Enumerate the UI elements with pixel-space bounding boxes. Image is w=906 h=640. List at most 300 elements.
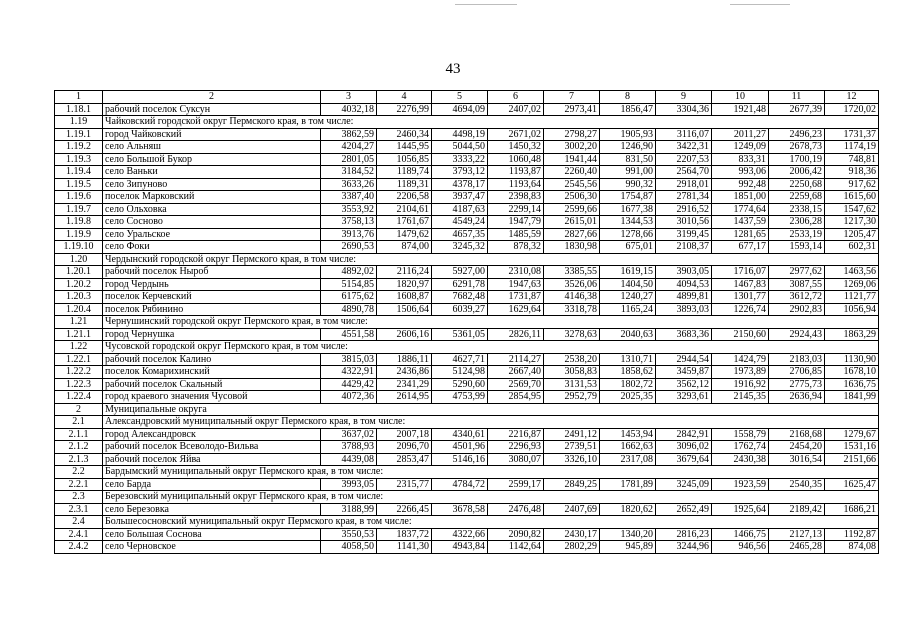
value-cell: 2491,12 bbox=[544, 428, 600, 441]
value-cell: 833,31 bbox=[712, 153, 769, 166]
value-cell: 1619,15 bbox=[600, 266, 656, 279]
value-cell: 1281,65 bbox=[712, 228, 769, 241]
value-cell: 1056,94 bbox=[825, 303, 879, 316]
settlement-name: село Ольховка bbox=[103, 203, 321, 216]
value-cell: 990,32 bbox=[600, 178, 656, 191]
column-number-header: 2 bbox=[103, 91, 321, 104]
value-cell: 2090,82 bbox=[488, 528, 544, 541]
value-cell: 1856,47 bbox=[600, 103, 656, 116]
value-cell: 3245,32 bbox=[432, 241, 488, 254]
value-cell: 2916,52 bbox=[656, 203, 712, 216]
value-cell: 2798,27 bbox=[544, 128, 600, 141]
value-cell: 4549,24 bbox=[432, 216, 488, 229]
table-row bbox=[55, 178, 879, 191]
scan-edge-mark-right bbox=[730, 4, 790, 5]
row-code: 1.19.10 bbox=[55, 241, 103, 254]
settlement-name: город Александровск bbox=[103, 428, 321, 441]
value-cell: 2599,66 bbox=[544, 203, 600, 216]
value-cell: 2310,08 bbox=[488, 266, 544, 279]
row-code: 2.1.2 bbox=[55, 441, 103, 454]
value-cell: 1820,97 bbox=[377, 278, 432, 291]
value-cell: 3087,55 bbox=[769, 278, 825, 291]
row-code: 1.22.1 bbox=[55, 353, 103, 366]
row-code: 1.22.4 bbox=[55, 391, 103, 404]
value-cell: 1941,44 bbox=[544, 153, 600, 166]
value-cell: 2569,70 bbox=[488, 378, 544, 391]
group-row bbox=[55, 416, 879, 429]
value-cell: 2430,38 bbox=[712, 453, 769, 466]
value-cell: 1716,07 bbox=[712, 266, 769, 279]
value-cell: 2677,39 bbox=[769, 103, 825, 116]
group-title: Чусовской городской округ Пермского края, в том числе: bbox=[103, 341, 879, 354]
value-cell: 2781,34 bbox=[656, 191, 712, 204]
settlement-name: рабочий поселок Суксун bbox=[103, 103, 321, 116]
row-code: 1.19.3 bbox=[55, 153, 103, 166]
value-cell: 1731,87 bbox=[488, 291, 544, 304]
column-number-header: 1 bbox=[55, 91, 103, 104]
settlement-name: село Березовка bbox=[103, 503, 321, 516]
value-cell: 2338,15 bbox=[769, 203, 825, 216]
value-cell: 918,36 bbox=[825, 166, 879, 179]
value-cell: 1947,79 bbox=[488, 216, 544, 229]
value-cell: 2739,51 bbox=[544, 441, 600, 454]
row-code: 1.20.3 bbox=[55, 291, 103, 304]
table-row bbox=[55, 128, 879, 141]
value-cell: 3637,02 bbox=[321, 428, 377, 441]
group-title: Чайковский городской округ Пермского края, в том числе: bbox=[103, 116, 879, 129]
value-cell: 1246,90 bbox=[600, 141, 656, 154]
value-cell: 3116,07 bbox=[656, 128, 712, 141]
value-cell: 3131,53 bbox=[544, 378, 600, 391]
value-cell: 3815,03 bbox=[321, 353, 377, 366]
value-cell: 1923,59 bbox=[712, 478, 769, 491]
value-cell: 1863,29 bbox=[825, 328, 879, 341]
value-cell: 2183,03 bbox=[769, 353, 825, 366]
settlement-name: рабочий поселок Всеволодо-Вильва bbox=[103, 441, 321, 454]
value-cell: 2918,01 bbox=[656, 178, 712, 191]
value-cell: 602,31 bbox=[825, 241, 879, 254]
value-cell: 1830,98 bbox=[544, 241, 600, 254]
value-cell: 2977,62 bbox=[769, 266, 825, 279]
value-cell: 3422,31 bbox=[656, 141, 712, 154]
row-code: 1.20 bbox=[55, 253, 103, 266]
value-cell: 3562,12 bbox=[656, 378, 712, 391]
value-cell: 2266,45 bbox=[377, 503, 432, 516]
value-cell: 1340,20 bbox=[600, 528, 656, 541]
value-cell: 1558,79 bbox=[712, 428, 769, 441]
value-cell: 1762,74 bbox=[712, 441, 769, 454]
value-cell: 3385,55 bbox=[544, 266, 600, 279]
value-cell: 2545,56 bbox=[544, 178, 600, 191]
value-cell: 4204,27 bbox=[321, 141, 377, 154]
value-cell: 2150,60 bbox=[712, 328, 769, 341]
table-row bbox=[55, 103, 879, 116]
value-cell: 2317,08 bbox=[600, 453, 656, 466]
value-cell: 1121,77 bbox=[825, 291, 879, 304]
page-number: 43 bbox=[445, 61, 461, 77]
value-cell: 2606,16 bbox=[377, 328, 432, 341]
value-cell: 1466,75 bbox=[712, 528, 769, 541]
table-header-row bbox=[55, 91, 879, 104]
value-cell: 1279,67 bbox=[825, 428, 879, 441]
table-row bbox=[55, 503, 879, 516]
value-cell: 2615,01 bbox=[544, 216, 600, 229]
settlement-name: город Чайковский bbox=[103, 128, 321, 141]
value-cell: 3678,58 bbox=[432, 503, 488, 516]
value-cell: 3679,64 bbox=[656, 453, 712, 466]
value-cell: 2260,40 bbox=[544, 166, 600, 179]
value-cell: 992,48 bbox=[712, 178, 769, 191]
settlement-name: поселок Керчевский bbox=[103, 291, 321, 304]
value-cell: 1205,47 bbox=[825, 228, 879, 241]
row-code: 2.4 bbox=[55, 516, 103, 529]
value-cell: 2902,83 bbox=[769, 303, 825, 316]
value-cell: 2007,18 bbox=[377, 428, 432, 441]
value-cell: 1608,87 bbox=[377, 291, 432, 304]
value-cell: 4146,38 bbox=[544, 291, 600, 304]
value-cell: 3913,76 bbox=[321, 228, 377, 241]
value-cell: 2116,24 bbox=[377, 266, 432, 279]
row-code: 1.22.3 bbox=[55, 378, 103, 391]
value-cell: 1841,99 bbox=[825, 391, 879, 404]
settlement-name: село Черновское bbox=[103, 541, 321, 554]
column-number-header: 4 bbox=[377, 91, 432, 104]
value-cell: 1774,64 bbox=[712, 203, 769, 216]
value-cell: 1925,64 bbox=[712, 503, 769, 516]
row-code: 1.20.2 bbox=[55, 278, 103, 291]
value-cell: 3244,96 bbox=[656, 541, 712, 554]
value-cell: 1189,74 bbox=[377, 166, 432, 179]
value-cell: 1761,67 bbox=[377, 216, 432, 229]
value-cell: 991,00 bbox=[600, 166, 656, 179]
column-number-header: 10 bbox=[712, 91, 769, 104]
settlement-name: село Сосново bbox=[103, 216, 321, 229]
value-cell: 3199,45 bbox=[656, 228, 712, 241]
value-cell: 1060,48 bbox=[488, 153, 544, 166]
value-cell: 1837,72 bbox=[377, 528, 432, 541]
value-cell: 2341,29 bbox=[377, 378, 432, 391]
value-cell: 2973,41 bbox=[544, 103, 600, 116]
value-cell: 7682,48 bbox=[432, 291, 488, 304]
value-cell: 993,06 bbox=[712, 166, 769, 179]
value-cell: 2006,42 bbox=[769, 166, 825, 179]
value-cell: 4694,09 bbox=[432, 103, 488, 116]
value-cell: 831,50 bbox=[600, 153, 656, 166]
value-cell: 5044,50 bbox=[432, 141, 488, 154]
table-row bbox=[55, 216, 879, 229]
value-cell: 3788,93 bbox=[321, 441, 377, 454]
table-row bbox=[55, 203, 879, 216]
value-cell: 3245,09 bbox=[656, 478, 712, 491]
value-cell: 3612,72 bbox=[769, 291, 825, 304]
value-cell: 5124,98 bbox=[432, 366, 488, 379]
value-cell: 1424,79 bbox=[712, 353, 769, 366]
value-cell: 6291,78 bbox=[432, 278, 488, 291]
value-cell: 2460,34 bbox=[377, 128, 432, 141]
value-cell: 874,08 bbox=[825, 541, 879, 554]
value-cell: 3333,22 bbox=[432, 153, 488, 166]
column-number-header: 9 bbox=[656, 91, 712, 104]
group-title: Муниципальные округа bbox=[103, 403, 879, 416]
value-cell: 2849,25 bbox=[544, 478, 600, 491]
group-title: Березовский муниципальный округ Пермского края, в том числе: bbox=[103, 491, 879, 504]
value-cell: 2671,02 bbox=[488, 128, 544, 141]
value-cell: 2436,86 bbox=[377, 366, 432, 379]
row-code: 1.21.1 bbox=[55, 328, 103, 341]
group-row bbox=[55, 491, 879, 504]
row-code: 2.1.3 bbox=[55, 453, 103, 466]
column-number-header: 5 bbox=[432, 91, 488, 104]
value-cell: 2801,05 bbox=[321, 153, 377, 166]
value-cell: 4378,17 bbox=[432, 178, 488, 191]
group-row bbox=[55, 516, 879, 529]
column-number-header: 11 bbox=[769, 91, 825, 104]
value-cell: 5361,05 bbox=[432, 328, 488, 341]
value-cell: 2040,63 bbox=[600, 328, 656, 341]
row-code: 2.4.1 bbox=[55, 528, 103, 541]
value-cell: 2944,54 bbox=[656, 353, 712, 366]
value-cell: 2826,11 bbox=[488, 328, 544, 341]
value-cell: 4627,71 bbox=[432, 353, 488, 366]
value-cell: 2564,70 bbox=[656, 166, 712, 179]
value-cell: 2599,17 bbox=[488, 478, 544, 491]
settlement-name: село Зипуново bbox=[103, 178, 321, 191]
value-cell: 2104,61 bbox=[377, 203, 432, 216]
value-cell: 2250,68 bbox=[769, 178, 825, 191]
value-cell: 1636,75 bbox=[825, 378, 879, 391]
value-cell: 677,17 bbox=[712, 241, 769, 254]
table-row bbox=[55, 228, 879, 241]
value-cell: 748,81 bbox=[825, 153, 879, 166]
table-row bbox=[55, 266, 879, 279]
value-cell: 1479,62 bbox=[377, 228, 432, 241]
value-cell: 2306,28 bbox=[769, 216, 825, 229]
table-row bbox=[55, 278, 879, 291]
value-cell: 1662,63 bbox=[600, 441, 656, 454]
value-cell: 3293,61 bbox=[656, 391, 712, 404]
value-cell: 4439,08 bbox=[321, 453, 377, 466]
value-cell: 1467,83 bbox=[712, 278, 769, 291]
value-cell: 1301,77 bbox=[712, 291, 769, 304]
value-cell: 1615,60 bbox=[825, 191, 879, 204]
value-cell: 4094,53 bbox=[656, 278, 712, 291]
value-cell: 2854,95 bbox=[488, 391, 544, 404]
value-cell: 4899,81 bbox=[656, 291, 712, 304]
value-cell: 3758,13 bbox=[321, 216, 377, 229]
row-code: 2.1 bbox=[55, 416, 103, 429]
value-cell: 1192,87 bbox=[825, 528, 879, 541]
value-cell: 2506,30 bbox=[544, 191, 600, 204]
value-cell: 1700,19 bbox=[769, 153, 825, 166]
value-cell: 4058,50 bbox=[321, 541, 377, 554]
value-cell: 874,00 bbox=[377, 241, 432, 254]
value-cell: 1226,74 bbox=[712, 303, 769, 316]
value-cell: 5927,00 bbox=[432, 266, 488, 279]
value-cell: 3326,10 bbox=[544, 453, 600, 466]
value-cell: 1947,63 bbox=[488, 278, 544, 291]
value-cell: 2454,20 bbox=[769, 441, 825, 454]
value-cell: 1278,66 bbox=[600, 228, 656, 241]
column-number-header: 8 bbox=[600, 91, 656, 104]
settlement-name: город Чердынь bbox=[103, 278, 321, 291]
value-cell: 1781,89 bbox=[600, 478, 656, 491]
value-cell: 1731,37 bbox=[825, 128, 879, 141]
value-cell: 2151,66 bbox=[825, 453, 879, 466]
row-code: 1.19.1 bbox=[55, 128, 103, 141]
value-cell: 3080,07 bbox=[488, 453, 544, 466]
group-row bbox=[55, 116, 879, 129]
column-number-header: 6 bbox=[488, 91, 544, 104]
value-cell: 878,32 bbox=[488, 241, 544, 254]
value-cell: 2206,58 bbox=[377, 191, 432, 204]
value-cell: 3058,83 bbox=[544, 366, 600, 379]
group-title: Александровский муниципальный округ Пермского края, в том числе: bbox=[103, 416, 879, 429]
value-cell: 1174,19 bbox=[825, 141, 879, 154]
value-cell: 2652,49 bbox=[656, 503, 712, 516]
value-cell: 2145,35 bbox=[712, 391, 769, 404]
row-code: 1.20.1 bbox=[55, 266, 103, 279]
value-cell: 3016,54 bbox=[769, 453, 825, 466]
value-cell: 2025,35 bbox=[600, 391, 656, 404]
value-cell: 4657,35 bbox=[432, 228, 488, 241]
value-cell: 3096,02 bbox=[656, 441, 712, 454]
value-cell: 2540,35 bbox=[769, 478, 825, 491]
value-cell: 1678,10 bbox=[825, 366, 879, 379]
value-cell: 2924,43 bbox=[769, 328, 825, 341]
value-cell: 3633,26 bbox=[321, 178, 377, 191]
value-cell: 3459,87 bbox=[656, 366, 712, 379]
value-cell: 4501,96 bbox=[432, 441, 488, 454]
value-cell: 1858,62 bbox=[600, 366, 656, 379]
value-cell: 1269,06 bbox=[825, 278, 879, 291]
value-cell: 2296,93 bbox=[488, 441, 544, 454]
value-cell: 1921,48 bbox=[712, 103, 769, 116]
value-cell: 2299,14 bbox=[488, 203, 544, 216]
value-cell: 4943,84 bbox=[432, 541, 488, 554]
settlement-name: город Чернушка bbox=[103, 328, 321, 341]
value-cell: 917,62 bbox=[825, 178, 879, 191]
value-cell: 2614,95 bbox=[377, 391, 432, 404]
settlement-name: поселок Рябинино bbox=[103, 303, 321, 316]
value-cell: 1189,31 bbox=[377, 178, 432, 191]
value-cell: 2690,53 bbox=[321, 241, 377, 254]
value-cell: 1802,72 bbox=[600, 378, 656, 391]
value-cell: 2496,23 bbox=[769, 128, 825, 141]
value-cell: 3893,03 bbox=[656, 303, 712, 316]
value-cell: 5154,85 bbox=[321, 278, 377, 291]
value-cell: 2127,13 bbox=[769, 528, 825, 541]
row-code: 2.2.1 bbox=[55, 478, 103, 491]
row-code: 1.19 bbox=[55, 116, 103, 129]
row-code: 2.4.2 bbox=[55, 541, 103, 554]
scan-edge-mark-left bbox=[455, 4, 517, 5]
value-cell: 4429,42 bbox=[321, 378, 377, 391]
value-cell: 2216,87 bbox=[488, 428, 544, 441]
group-row bbox=[55, 466, 879, 479]
value-cell: 946,56 bbox=[712, 541, 769, 554]
value-cell: 1677,38 bbox=[600, 203, 656, 216]
row-code: 1.20.4 bbox=[55, 303, 103, 316]
value-cell: 2315,77 bbox=[377, 478, 432, 491]
value-cell: 3387,40 bbox=[321, 191, 377, 204]
value-cell: 3184,52 bbox=[321, 166, 377, 179]
table-row bbox=[55, 541, 879, 554]
value-cell: 1547,62 bbox=[825, 203, 879, 216]
value-cell: 1142,64 bbox=[488, 541, 544, 554]
value-cell: 1916,92 bbox=[712, 378, 769, 391]
table-row bbox=[55, 528, 879, 541]
settlement-name: рабочий поселок Калино bbox=[103, 353, 321, 366]
value-cell: 2407,02 bbox=[488, 103, 544, 116]
column-number-header: 12 bbox=[825, 91, 879, 104]
value-cell: 3993,05 bbox=[321, 478, 377, 491]
value-cell: 1463,56 bbox=[825, 266, 879, 279]
value-cell: 1130,90 bbox=[825, 353, 879, 366]
value-cell: 1820,62 bbox=[600, 503, 656, 516]
value-cell: 5146,16 bbox=[432, 453, 488, 466]
settlement-name: село Большая Соснова bbox=[103, 528, 321, 541]
settlement-name: село Большой Букор bbox=[103, 153, 321, 166]
value-cell: 1310,71 bbox=[600, 353, 656, 366]
table-row bbox=[55, 166, 879, 179]
value-cell: 1754,87 bbox=[600, 191, 656, 204]
value-cell: 1193,87 bbox=[488, 166, 544, 179]
table-row bbox=[55, 453, 879, 466]
settlement-name: рабочий поселок Яйва bbox=[103, 453, 321, 466]
table-row bbox=[55, 191, 879, 204]
value-cell: 2465,28 bbox=[769, 541, 825, 554]
table-row bbox=[55, 391, 879, 404]
value-cell: 2189,42 bbox=[769, 503, 825, 516]
value-cell: 2706,85 bbox=[769, 366, 825, 379]
value-cell: 4784,72 bbox=[432, 478, 488, 491]
value-cell: 3862,59 bbox=[321, 128, 377, 141]
value-cell: 2827,66 bbox=[544, 228, 600, 241]
settlement-name: рабочий поселок Ныроб bbox=[103, 266, 321, 279]
table-row bbox=[55, 378, 879, 391]
value-cell: 1217,30 bbox=[825, 216, 879, 229]
value-cell: 6039,27 bbox=[432, 303, 488, 316]
value-cell: 945,89 bbox=[600, 541, 656, 554]
value-cell: 3550,53 bbox=[321, 528, 377, 541]
table-row bbox=[55, 141, 879, 154]
value-cell: 2168,68 bbox=[769, 428, 825, 441]
row-code: 1.19.2 bbox=[55, 141, 103, 154]
value-cell: 1506,64 bbox=[377, 303, 432, 316]
settlement-name: село Ваньки bbox=[103, 166, 321, 179]
value-cell: 1404,50 bbox=[600, 278, 656, 291]
value-cell: 2108,37 bbox=[656, 241, 712, 254]
settlement-name: рабочий поселок Скальный bbox=[103, 378, 321, 391]
value-cell: 2853,47 bbox=[377, 453, 432, 466]
row-code: 1.18.1 bbox=[55, 103, 103, 116]
value-cell: 4890,78 bbox=[321, 303, 377, 316]
row-code: 1.22 bbox=[55, 341, 103, 354]
table-row bbox=[55, 428, 879, 441]
value-cell: 1905,93 bbox=[600, 128, 656, 141]
value-cell: 4892,02 bbox=[321, 266, 377, 279]
value-cell: 2842,91 bbox=[656, 428, 712, 441]
value-cell: 1593,14 bbox=[769, 241, 825, 254]
value-cell: 4753,99 bbox=[432, 391, 488, 404]
settlement-name: поселок Марковский bbox=[103, 191, 321, 204]
table-row bbox=[55, 241, 879, 254]
value-cell: 4322,91 bbox=[321, 366, 377, 379]
value-cell: 3304,36 bbox=[656, 103, 712, 116]
value-cell: 1629,64 bbox=[488, 303, 544, 316]
row-code: 1.19.7 bbox=[55, 203, 103, 216]
value-cell: 2533,19 bbox=[769, 228, 825, 241]
